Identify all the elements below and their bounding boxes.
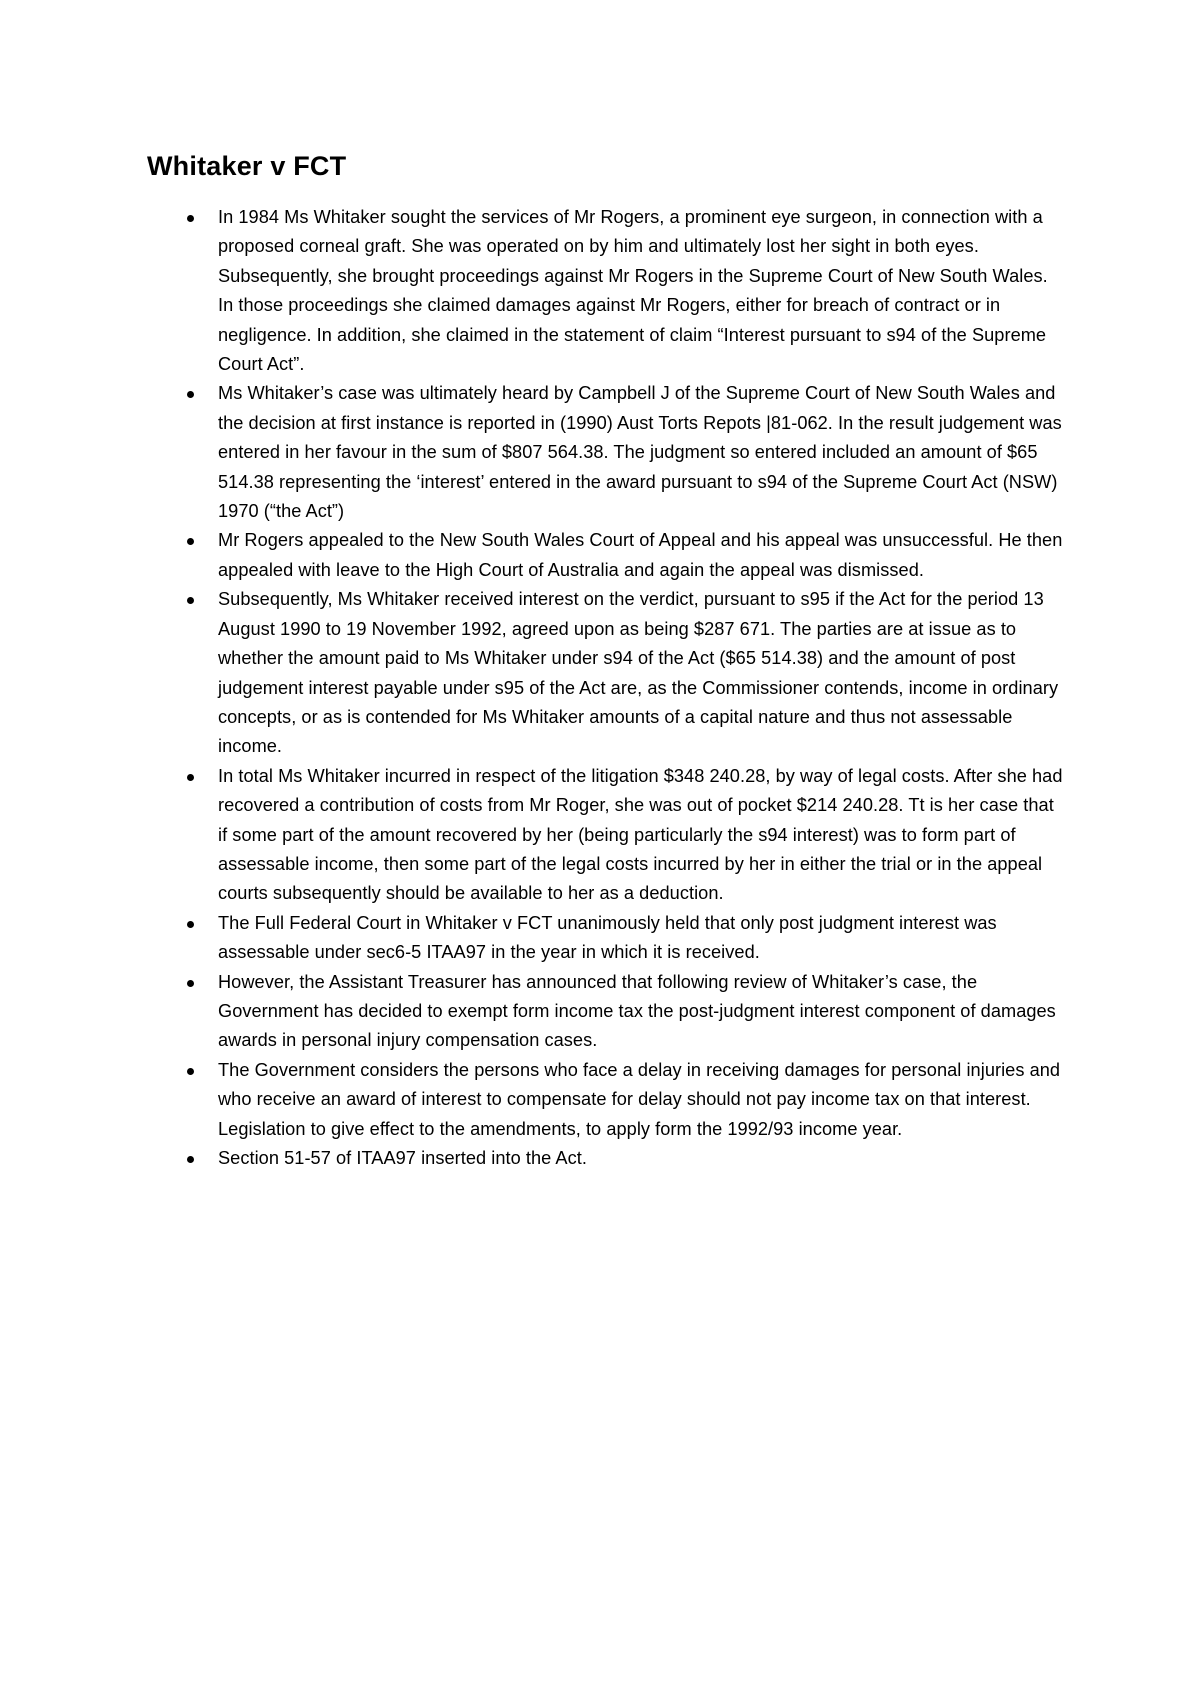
bullet-text: Mr Rogers appealed to the New South Wales Court of Appeal and his appeal was unsuccessful. He then appealed with leave to the High Court of Australia and again the appeal was dismissed. bbox=[218, 530, 1063, 580]
list-item bbox=[147, 762, 1067, 909]
bullet-icon bbox=[187, 538, 194, 545]
list-item bbox=[147, 968, 1067, 1056]
bullet-text: In total Ms Whitaker incurred in respect of the litigation $348 240.28, by way of legal costs. After she had recovered a contribution of costs from Mr Roger, she was out of pocket $214 240.28. Tt is her case that if some part of the amount recovered by her (being particularly the s94 interest) was to form part of assessable income, then some part of the legal costs incurred by her in either the trial or in the appeal courts subsequently should be available to her as a deduction. bbox=[218, 765, 1063, 904]
bullet-text: The Full Federal Court in Whitaker v FCT unanimously held that only post judgment interest was assessable under sec6-5 ITAA97 in the year in which it is received. bbox=[218, 912, 997, 963]
bullet-icon bbox=[187, 921, 194, 928]
list-item bbox=[147, 585, 1067, 761]
bullet-text: Ms Whitaker’s case was ultimately heard by Campbell J of the Supreme Court of New South Wales and the decision at first instance is reported in (1990) Aust Torts Repots |81-062. In the result judgement was entered in her favour in the sum of $807 564.38. The judgment so entered included an amount of $65 514.38 representing the ‘interest’ entered in the award pursuant to s94 of the Supreme Court Act (NSW) 1970 (“the Act”) bbox=[218, 383, 1062, 522]
bullet-icon bbox=[187, 1068, 194, 1075]
bullet-icon bbox=[187, 774, 194, 781]
list-item bbox=[147, 1144, 1067, 1173]
bullet-icon bbox=[187, 597, 194, 604]
bullet-text: However, the Assistant Treasurer has announced that following review of Whitaker’s case, the Government has decided to exempt form income tax the post-judgment interest component of damages awards in personal injury compensation cases. bbox=[218, 971, 1056, 1051]
list-item bbox=[147, 203, 1067, 379]
bullet-icon bbox=[187, 1156, 194, 1163]
bullet-text: Subsequently, Ms Whitaker received interest on the verdict, pursuant to s95 if the Act for the period 13 August 1990 to 19 November 1992, agreed upon as being $287 671. The parties are at issue as to whether the amount paid to Ms Whitaker under s94 of the Act ($65 514.38) and the amount of post judgement interest payable under s95 of the Act are, as the Commissioner contends, income in ordinary concepts, or as is contended for Ms Whitaker amounts of a capital nature and thus not assessable income. bbox=[218, 589, 1059, 757]
list-item bbox=[147, 1056, 1067, 1144]
bullet-list bbox=[147, 203, 1067, 1173]
bullet-icon bbox=[187, 980, 194, 987]
bullet-icon bbox=[187, 215, 194, 222]
list-item bbox=[147, 379, 1067, 526]
bullet-icon bbox=[187, 391, 194, 398]
document-title: Whitaker v FCT bbox=[147, 151, 347, 181]
bullet-text: In 1984 Ms Whitaker sought the services of Mr Rogers, a prominent eye surgeon, in connection with a proposed corneal graft. She was operated on by him and ultimately lost her sight in both eyes. Subsequently, she brought proceedings against Mr Rogers in the Supreme Court of New South Wales. In those proceedings she claimed damages against Mr Rogers, either for breach of contract or in negligence. In addition, she claimed in the statement of claim “Interest pursuant to s94 of the Supreme Court Act”. bbox=[218, 207, 1048, 375]
list-item bbox=[147, 526, 1067, 585]
bullet-text: Section 51-57 of ITAA97 inserted into the Act. bbox=[218, 1148, 587, 1168]
bullet-text: The Government considers the persons who face a delay in receiving damages for personal injuries and who receive an award of interest to compensate for delay should not pay income tax on that interest. Legislation to give effect to the amendments, to apply form the 1992/93 income year. bbox=[218, 1059, 1061, 1139]
list-item bbox=[147, 909, 1067, 968]
